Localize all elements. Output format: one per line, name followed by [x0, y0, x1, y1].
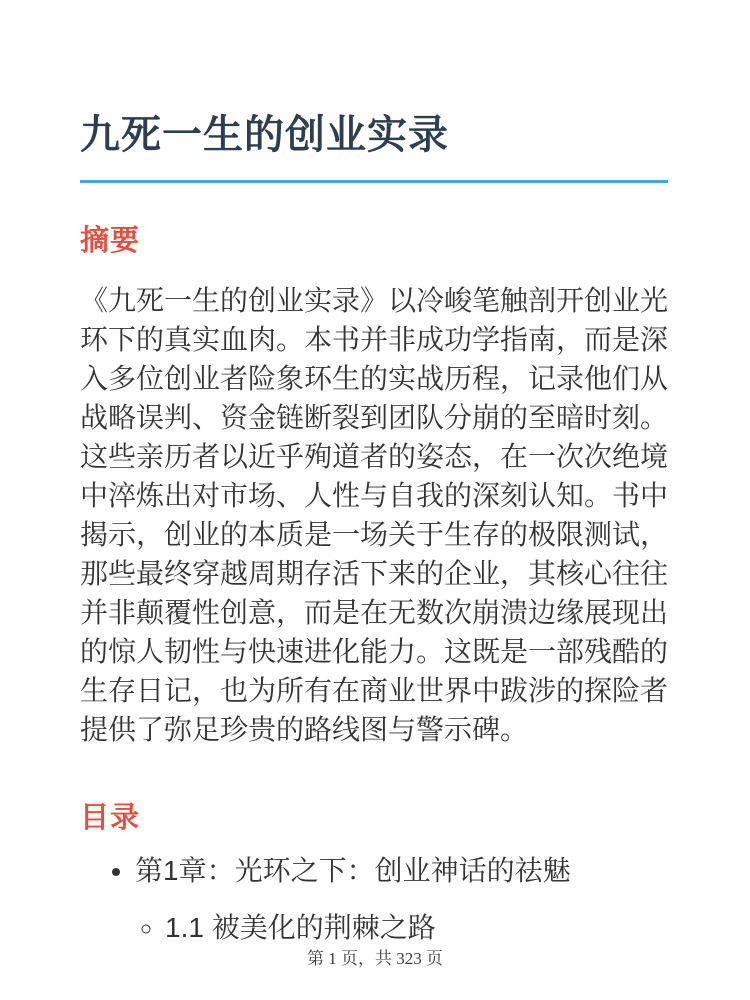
document-title: 九死一生的创业实录	[80, 110, 668, 183]
toc-heading: 目录	[80, 801, 141, 834]
toc-item-section-1-1	[165, 908, 668, 947]
toc-item-chapter-1-label: 第1章：光环之下：创业神话的祛魅	[135, 855, 571, 887]
toc-item-chapter-1	[135, 851, 668, 947]
toc-item-section-1-1-label: 1.1 被美化的荆棘之路	[165, 912, 436, 944]
abstract-paragraph: 《九死一生的创业实录》以冷峻笔触剖开创业光环下的真实血肉。本书并非成功学指南，而是深入多位创业者险象环生的实战历程，记录他们从战略误判、资金链断裂到团队分崩的至暗时刻。这些亲历者以近乎殉道者的姿态，在一次次绝境中淬炼出对市场、人性与自我的深刻认知。书中揭示，创业的本质是一场关于生存的极限测试，那些最终穿越周期存活下来的企业，其核心往往并非颠覆性创意，而是在无数次崩溃边缘展现出的惊人韧性与快速进化能力。这既是一部残酷的生存日记，也为所有在商业世界中跋涉的探险者提供了弥足珍贵的路线图与警示碑。	[80, 284, 669, 745]
toc-list	[80, 851, 668, 947]
abstract-heading: 摘要	[80, 225, 141, 257]
toc-sublist-chapter-1	[135, 908, 668, 947]
page-number-indicator: 第 1 页，共 323 页	[307, 948, 443, 968]
